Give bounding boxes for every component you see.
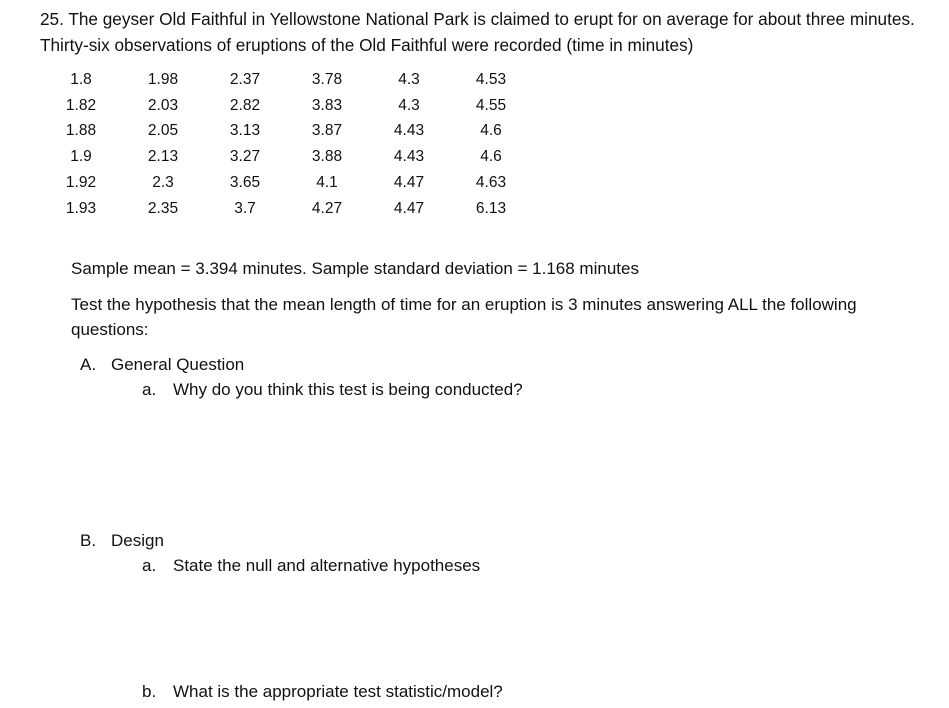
observation-cell: 2.03 xyxy=(147,96,179,114)
sample-statistics: Sample mean = 3.394 minutes. Sample standard deviation = 1.168 minutes xyxy=(71,259,639,278)
observation-cell: 1.88 xyxy=(65,122,97,140)
observation-cell: 4.6 xyxy=(480,122,502,140)
table-row xyxy=(40,119,532,145)
observation-cell: 4.43 xyxy=(393,122,425,140)
observation-cell: 1.9 xyxy=(70,148,92,166)
observation-cell: 1.93 xyxy=(65,199,97,217)
section-b-heading xyxy=(80,528,164,553)
section-b-marker: B. xyxy=(80,531,97,550)
observation-cell: 2.05 xyxy=(147,122,179,140)
observation-cell: 4.27 xyxy=(311,199,343,217)
question-b-a-text: State the null and alternative hypotheses xyxy=(173,556,481,575)
problem-intro: 25. The geyser Old Faithful in Yellowstone National Park is claimed to erupt for on average for about three minutes. Thirty-six observations of eruptions of the Old Faithful were recorded (time in minutes) xyxy=(40,9,915,55)
table-row xyxy=(40,93,532,119)
observation-cell: 3.27 xyxy=(229,148,261,166)
observation-cell: 3.13 xyxy=(229,122,261,140)
question-b-a-marker: a. xyxy=(142,556,157,575)
section-a-heading xyxy=(80,352,244,377)
observation-cell: 4.1 xyxy=(316,174,338,192)
observation-cell: 4.53 xyxy=(475,70,507,88)
task-statement: Test the hypothesis that the mean length of time for an eruption is 3 minutes answering ALL the following questions: xyxy=(71,295,857,339)
observation-cell: 1.8 xyxy=(70,70,92,88)
observation-cell: 1.92 xyxy=(65,174,97,192)
section-a-marker: A. xyxy=(80,355,97,374)
observation-cell: 4.63 xyxy=(475,174,507,192)
observation-cell: 4.3 xyxy=(398,70,420,88)
section-a-title: General Question xyxy=(111,355,245,374)
question-b-a xyxy=(142,553,480,578)
table-row xyxy=(40,170,532,196)
question-b-b-text: What is the appropriate test statistic/model? xyxy=(173,682,503,701)
table-row xyxy=(40,144,532,170)
observation-cell: 4.55 xyxy=(475,96,507,114)
observation-cell: 2.82 xyxy=(229,96,261,114)
observation-cell: 3.88 xyxy=(311,148,343,166)
table-row xyxy=(40,67,532,93)
observation-cell: 4.3 xyxy=(398,96,420,114)
observation-cell: 4.47 xyxy=(393,199,425,217)
question-a-a-text: Why do you think this test is being conducted? xyxy=(173,380,523,399)
observation-cell: 4.43 xyxy=(393,148,425,166)
question-b-b-marker: b. xyxy=(142,682,157,701)
observation-cell: 2.13 xyxy=(147,148,179,166)
observation-cell: 3.7 xyxy=(234,199,256,217)
observation-cell: 4.47 xyxy=(393,174,425,192)
section-b-title: Design xyxy=(111,531,164,550)
observation-cell: 3.78 xyxy=(311,70,343,88)
observation-cell: 3.87 xyxy=(311,122,343,140)
observation-cell: 6.13 xyxy=(475,199,507,217)
observation-cell: 2.37 xyxy=(229,70,261,88)
question-b-b xyxy=(142,679,503,704)
observations-table xyxy=(40,67,532,222)
observation-cell: 3.65 xyxy=(229,174,261,192)
observation-cell: 1.82 xyxy=(65,96,97,114)
observation-cell: 3.83 xyxy=(311,96,343,114)
observation-cell: 2.3 xyxy=(152,174,174,192)
question-a-a xyxy=(142,377,523,402)
observation-cell: 2.35 xyxy=(147,199,179,217)
question-a-a-marker: a. xyxy=(142,380,157,399)
observation-cell: 4.6 xyxy=(480,148,502,166)
table-row xyxy=(40,196,532,222)
observation-cell: 1.98 xyxy=(147,70,179,88)
